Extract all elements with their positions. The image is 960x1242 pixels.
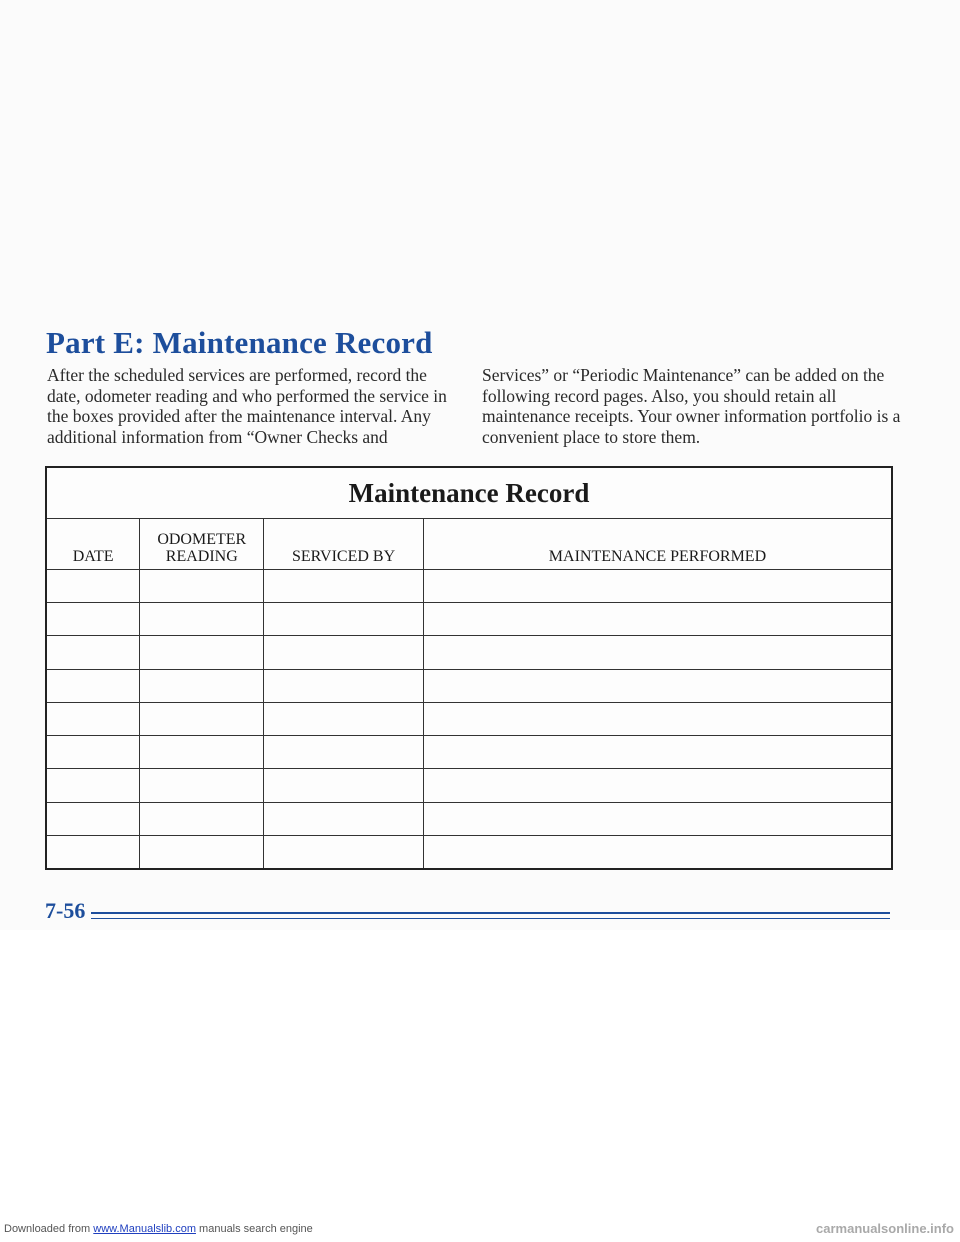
download-suffix: manuals search engine (199, 1223, 313, 1235)
table-row (46, 836, 892, 870)
record-cell (140, 603, 264, 636)
intro-text-left: After the scheduled services are performed, record the date, odometer reading and who performed the service in the boxes provided after the maintenance interval. Any additional information from “Owner Checks and (47, 365, 447, 447)
table-row (46, 570, 892, 603)
record-cell (140, 803, 264, 836)
record-cell (140, 769, 264, 803)
table-row (46, 769, 892, 803)
record-cell (46, 670, 140, 703)
record-cell (264, 703, 424, 736)
record-cell (423, 703, 892, 736)
record-cell (46, 736, 140, 769)
record-cell (140, 670, 264, 703)
record-cell (46, 803, 140, 836)
maintenance-record-table (45, 466, 893, 870)
record-cell (423, 603, 892, 636)
record-cell (140, 736, 264, 769)
record-cell (264, 803, 424, 836)
record-cell (46, 836, 140, 870)
column-header-odometer: ODOMETER READING (140, 519, 264, 570)
column-header-serviced-by: SERVICED BY (264, 519, 424, 570)
record-cell (46, 636, 140, 670)
column-header-date: DATE (46, 519, 140, 570)
record-cell (140, 570, 264, 603)
record-cell (264, 836, 424, 870)
record-cell (423, 769, 892, 803)
column-header-maintenance: MAINTENANCE PERFORMED (423, 519, 892, 570)
record-cell (46, 769, 140, 803)
intro-text-right: Services” or “Periodic Maintenance” can be added on the following record pages. Also, you should retain all maintenance receipts. Your owner information portfolio is a convenient place to store them. (482, 365, 901, 447)
table-row (46, 803, 892, 836)
record-cell (46, 570, 140, 603)
page-footer (45, 898, 893, 928)
table-row (46, 636, 892, 670)
record-cell (46, 603, 140, 636)
site-watermark: carmanualsonline.info (816, 1221, 954, 1236)
download-footer (4, 1223, 313, 1235)
record-cell (264, 736, 424, 769)
record-cell (140, 836, 264, 870)
record-cell (423, 836, 892, 870)
record-cell (46, 703, 140, 736)
footer-rule (91, 912, 890, 919)
table-row (46, 736, 892, 769)
record-cell (264, 670, 424, 703)
table-header-row (46, 519, 892, 570)
download-prefix: Downloaded from (4, 1223, 91, 1235)
table-row (46, 603, 892, 636)
record-cell (423, 736, 892, 769)
page-number: 7-56 (45, 898, 86, 923)
record-cell (423, 670, 892, 703)
record-cell (264, 603, 424, 636)
record-cell (264, 636, 424, 670)
record-cell (140, 636, 264, 670)
table-row (46, 670, 892, 703)
record-cell (140, 703, 264, 736)
manualslib-link[interactable]: www.Manualslib.com (93, 1223, 196, 1235)
section-heading: Part E: Maintenance Record (46, 325, 433, 360)
table-title: Maintenance Record (46, 467, 892, 519)
record-cell (264, 769, 424, 803)
record-cell (423, 570, 892, 603)
record-cell (423, 803, 892, 836)
table-row (46, 703, 892, 736)
record-cell (423, 636, 892, 670)
record-cell (264, 570, 424, 603)
